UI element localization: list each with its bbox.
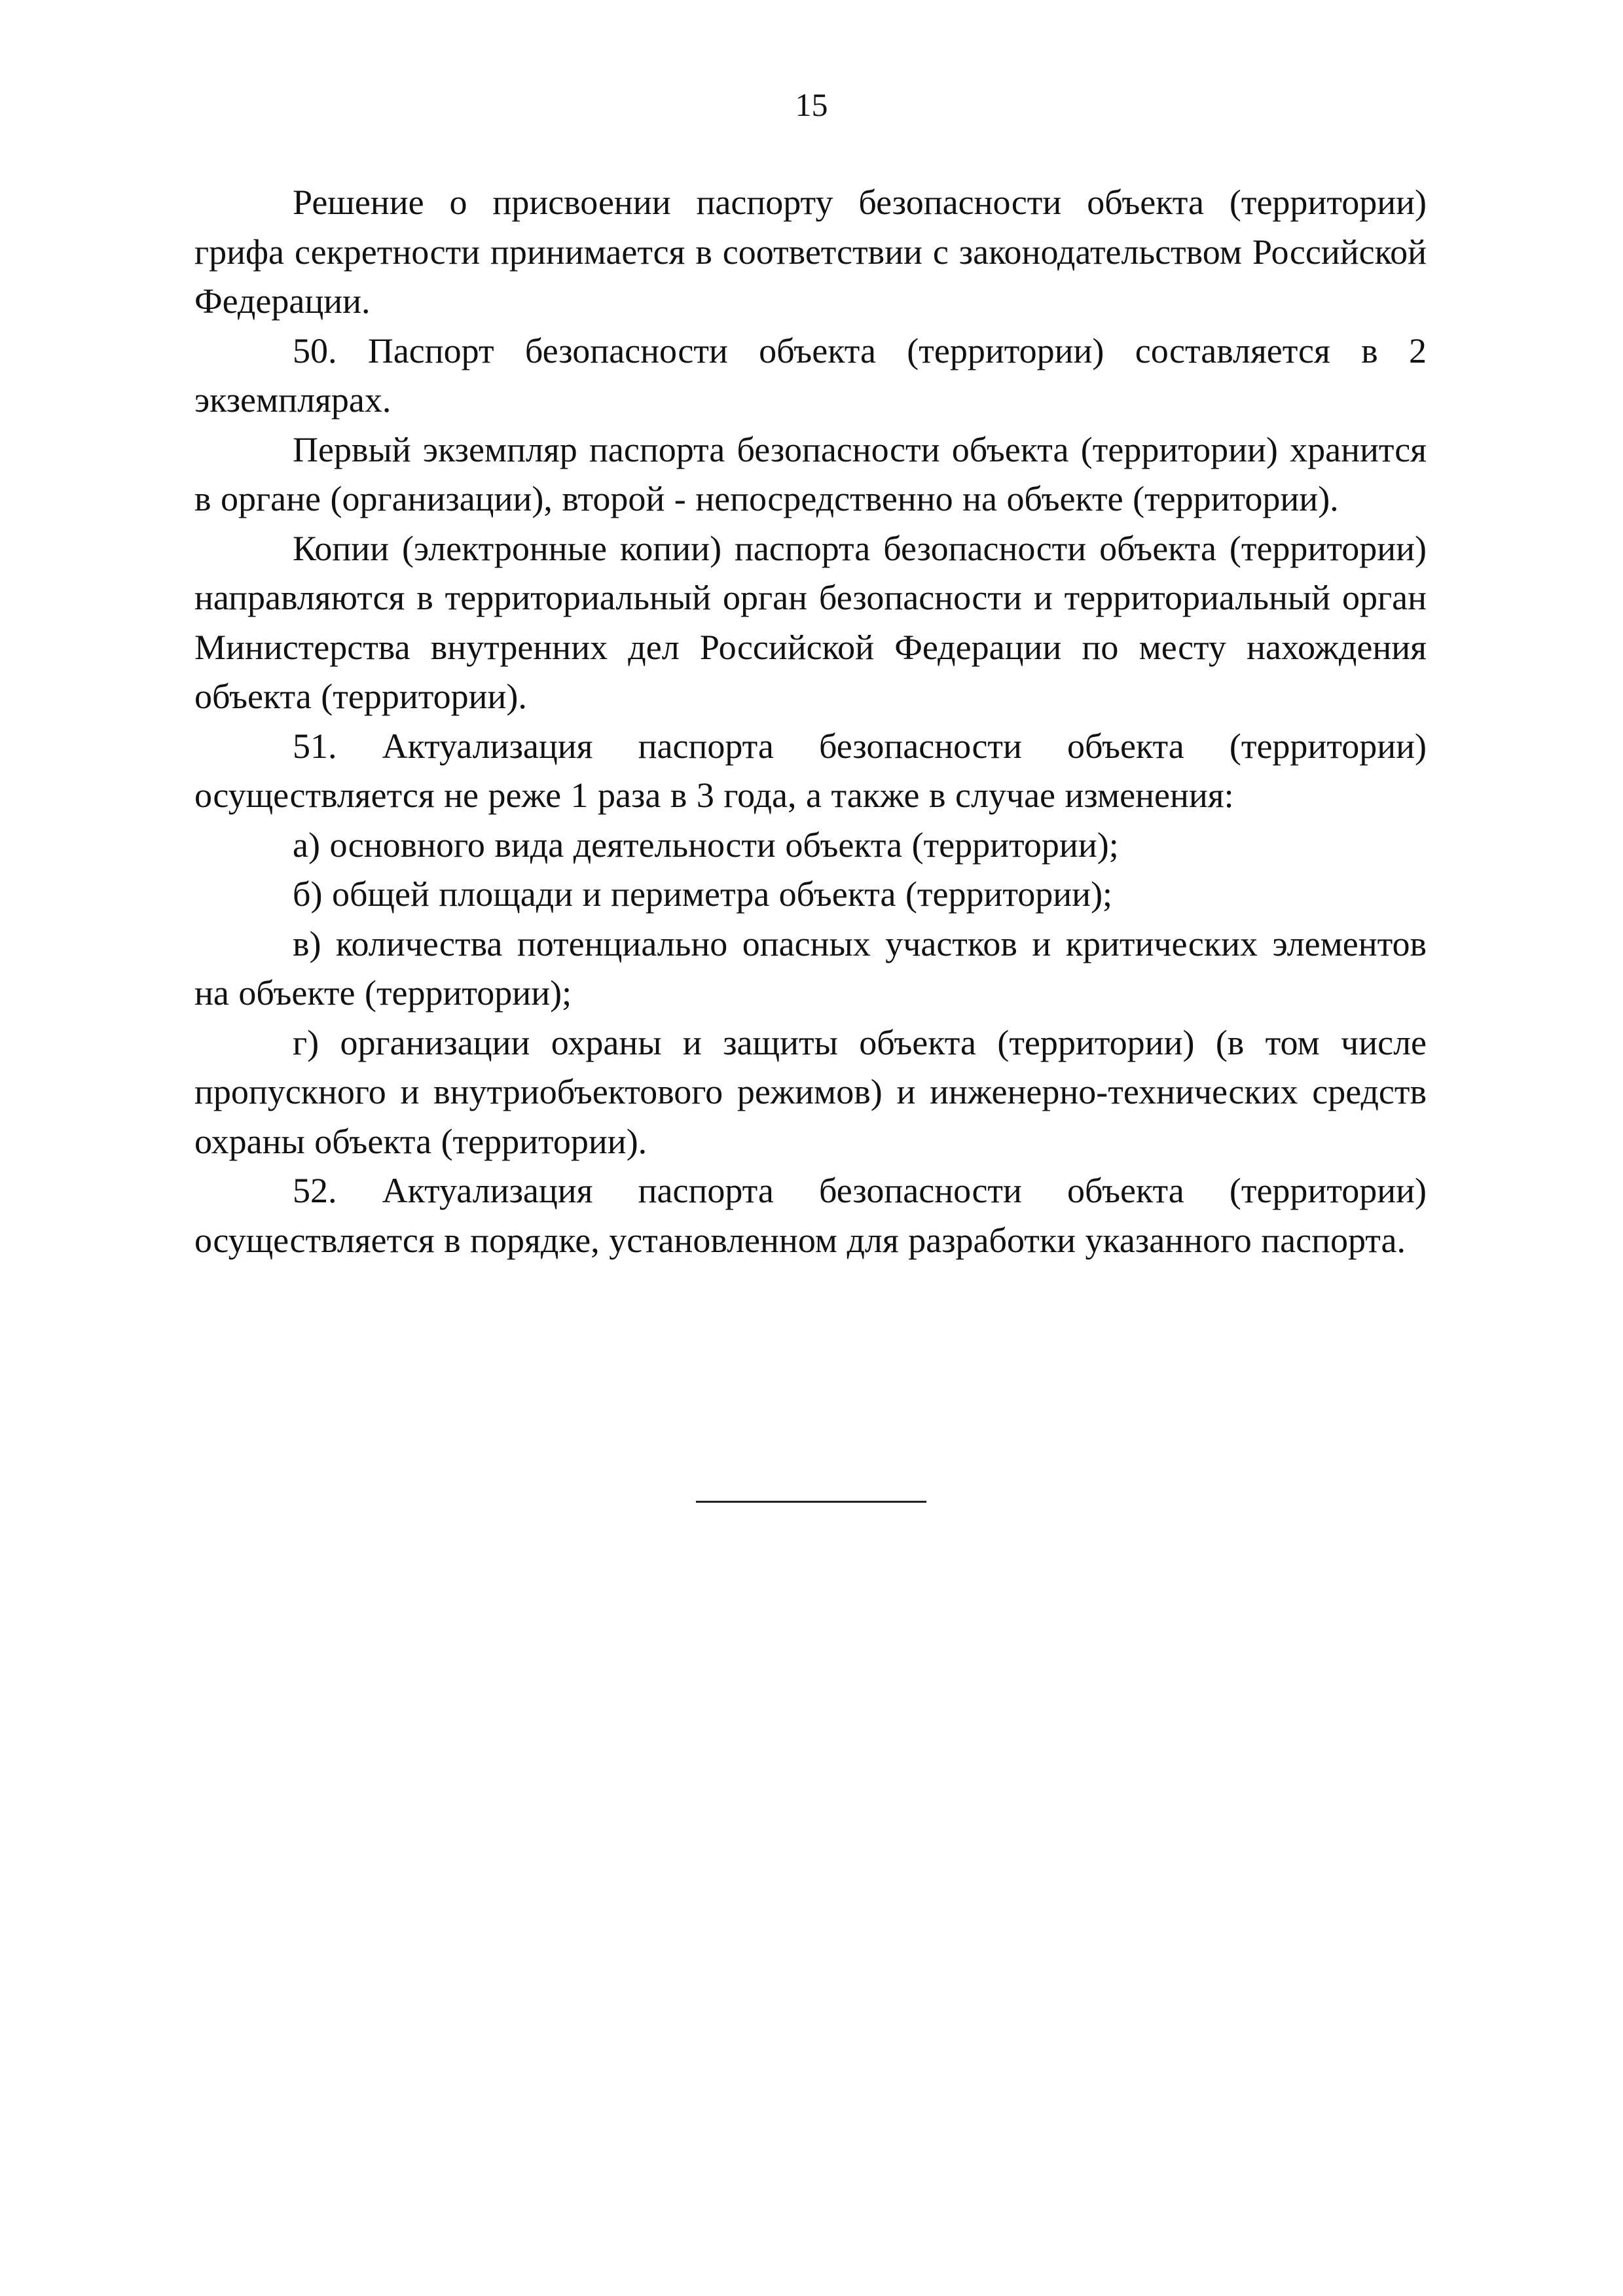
paragraph-secrecy-classification: Решение о присвоении паспорту безопасности объекта (территории) грифа секретности принимается в соответствии с законодательством Российской Федерации. — [194, 183, 1427, 321]
end-of-document-rule — [696, 1501, 926, 1503]
paragraph-51-update: 51. Актуализация паспорта безопасности объекта (территории) осуществляется не реже 1 раза в 3 года, а также в случае изменения: — [194, 726, 1427, 815]
paragraph-52-update-procedure: 52. Актуализация паспорта безопасности объекта (территории) осуществляется в порядке, установленном для разработки указанного паспорта. — [194, 1171, 1427, 1260]
list-item-b: б) общей площади и периметра объекта (территории); — [293, 874, 1113, 914]
paragraph-50-copies: 50. Паспорт безопасности объекта (территории) составляется в 2 экземплярах. — [194, 331, 1427, 420]
document-body — [194, 178, 1427, 1265]
list-item-g: г) организации охраны и защиты объекта (территории) (в том числе пропускного и внутриобъектового режимов) и инженерно-технических средств охраны объекта (территории). — [194, 1022, 1427, 1161]
list-item-a: а) основного вида деятельности объекта (территории); — [293, 825, 1119, 865]
list-item-v: в) количества потенциально опасных участков и критических элементов на объекте (территории); — [194, 924, 1427, 1013]
paragraph-first-copy-storage: Первый экземпляр паспорта безопасности объекта (территории) хранится в органе (организации), второй - непосредственно на объекте (территории). — [194, 429, 1427, 518]
paragraph-electronic-copies: Копии (электронные копии) паспорта безопасности объекта (территории) направляются в территориальный орган безопасности и территориальный орган Министерства внутренних дел Российской Федерации по месту нахождения объекта (территории). — [194, 528, 1427, 716]
page-number: 15 — [795, 86, 828, 123]
